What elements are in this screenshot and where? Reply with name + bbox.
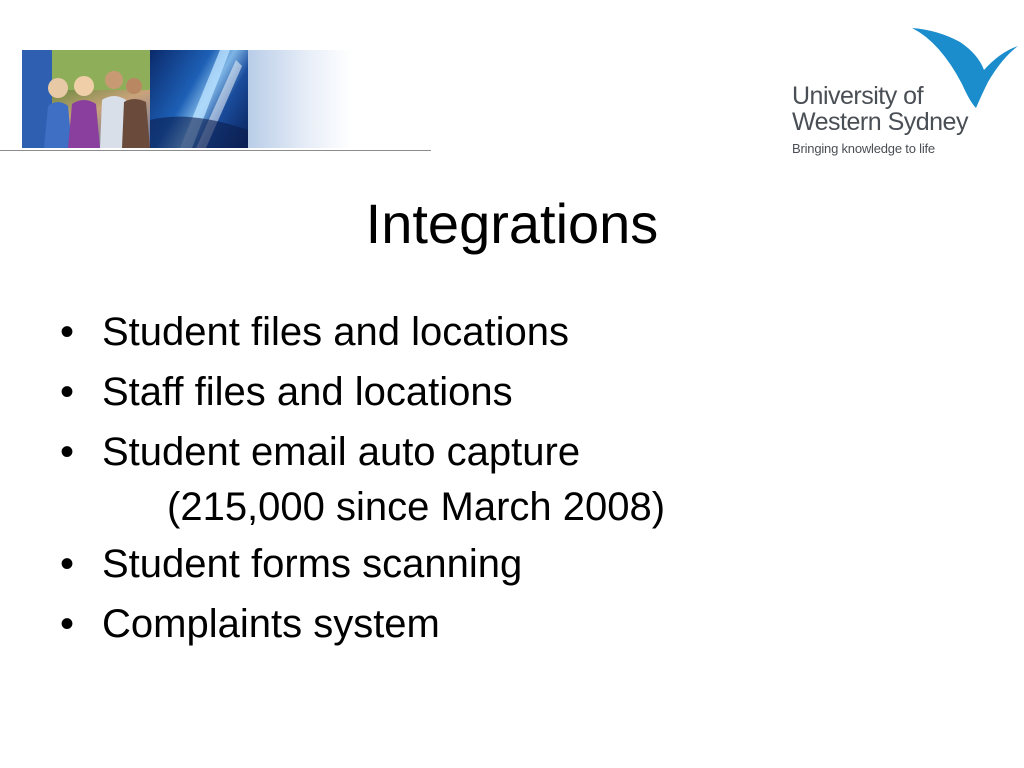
bullet-subtext: (215,000 since March 2008) <box>167 485 666 529</box>
logo-tagline: Bringing knowledge to life <box>792 141 935 156</box>
bullet-text: Complaints system <box>102 602 440 646</box>
logo-line-1: University of <box>792 82 924 110</box>
bullet-item <box>60 536 980 593</box>
university-logo <box>792 24 1022 164</box>
bullet-text: Student files and locations <box>102 310 569 354</box>
bullet-text: Staff files and locations <box>102 370 513 414</box>
header-banner <box>22 50 352 148</box>
bullet-list <box>60 304 980 656</box>
abstract-photo-art <box>150 50 248 148</box>
logo-line-2: Western Sydney <box>792 108 968 136</box>
bullet-item <box>60 304 980 361</box>
bullet-item <box>60 596 980 653</box>
bird-logo-icon <box>910 24 1020 110</box>
bullet-glyph: • <box>60 370 75 414</box>
bullet-glyph: • <box>60 310 75 354</box>
bullet-text: Student email auto capture <box>102 430 581 474</box>
students-photo-art <box>22 50 150 148</box>
bullet-text: Student forms scanning <box>102 542 523 586</box>
bullet-glyph: • <box>60 542 75 586</box>
abstract-photo <box>150 50 248 148</box>
slide-title: Integrations <box>365 192 659 255</box>
students-photo <box>22 50 150 148</box>
bullet-glyph: • <box>60 602 75 646</box>
banner-divider <box>0 150 431 151</box>
bullet-item <box>60 424 980 533</box>
bullet-item <box>60 364 980 421</box>
banner-fade <box>248 50 352 148</box>
bullet-glyph: • <box>60 430 75 474</box>
